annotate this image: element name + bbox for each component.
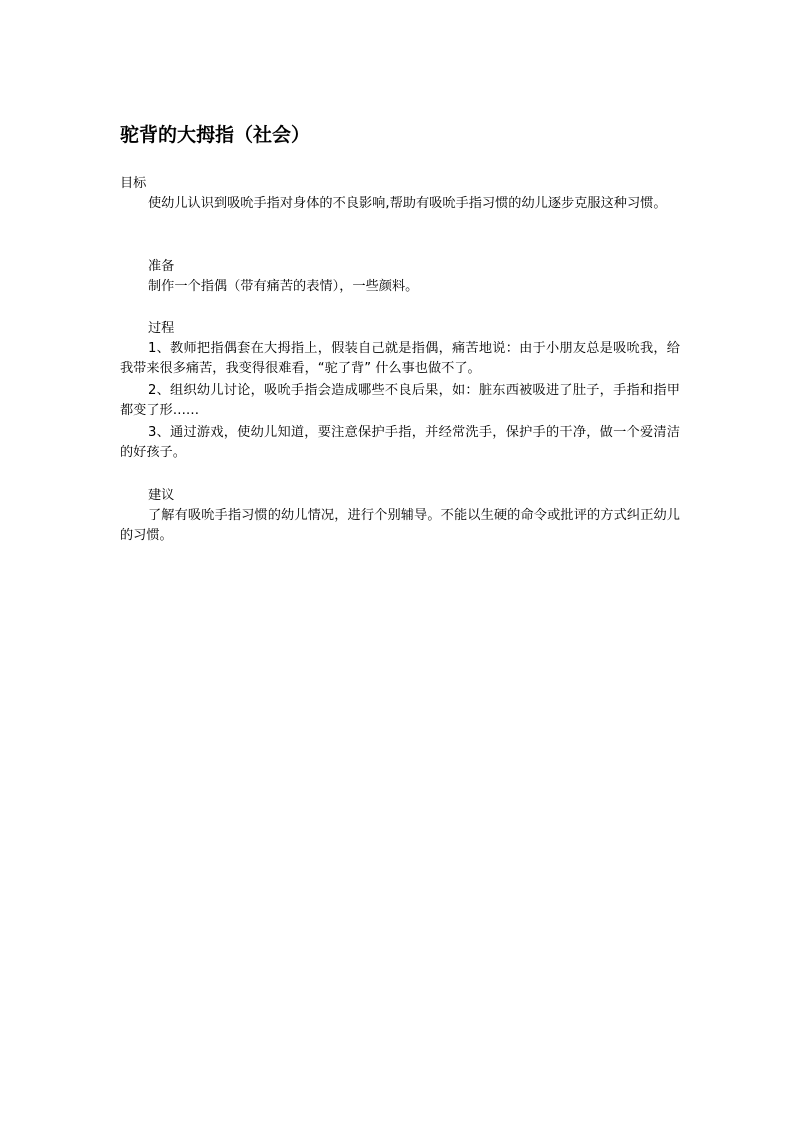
advice-text: 了解有吸吮手指习惯的幼儿情况，进行个别辅导。不能以生硬的命令或批评的方式纠正幼儿的习惯。 xyxy=(120,508,680,543)
goal-heading: 目标 xyxy=(120,176,147,191)
process-step-2: 2、组织幼儿讨论，吸吮手指会造成哪些不良后果，如：脏东西被吸进了肚子，手指和指甲都变了形…… xyxy=(120,383,680,418)
document-page xyxy=(120,0,680,1122)
process-step-1: 1、教师把指偶套在大拇指上，假装自己就是指偶，痛苦地说：由于小朋友总是吸吮我，给我带来很多痛苦，我变得很难看，“驼了背” 什么事也做不了。 xyxy=(120,341,680,376)
process-heading: 过程 xyxy=(148,321,175,336)
prep-text: 制作一个指偶（带有痛苦的表情），一些颜料。 xyxy=(148,279,419,294)
advice-heading: 建议 xyxy=(148,488,175,503)
document-title: 驼背的大拇指（社会） xyxy=(120,124,311,146)
prep-heading: 准备 xyxy=(148,259,175,274)
goal-text: 使幼儿认识到吸吮手指对身体的不良影响,帮助有吸吮手指习惯的幼儿逐步克服这种习惯。 xyxy=(148,196,667,211)
process-step-3: 3、通过游戏，使幼儿知道，要注意保护手指，并经常洗手，保护手的干净，做一个爱清洁的好孩子。 xyxy=(120,425,680,460)
